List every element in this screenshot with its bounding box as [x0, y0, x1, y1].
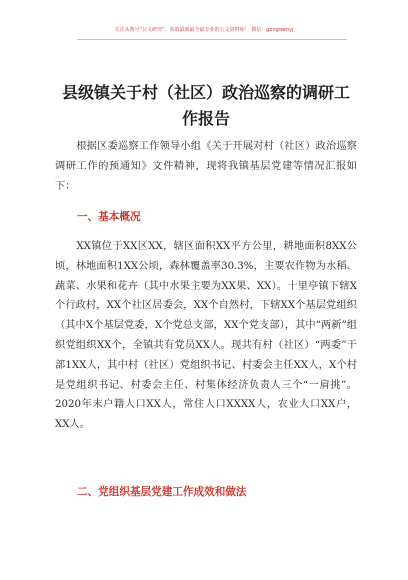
section-heading-2: 二、党组织基层党建工作成效和做法 [77, 486, 247, 498]
section-heading-1: 一、基本概况 [77, 211, 141, 223]
header-banner: 关注头条号“公文研究”，获取最新最全最专业的公文资料库！ 微信：gongwenyj [114, 27, 294, 33]
intro-paragraph: 根据区委巡察工作领导小组《关于开展对村（社区）政治巡察调研工作的预通知》文件精神，现将我镇基层党建等情况汇报如下： [55, 141, 357, 192]
document-title: 县级镇关于村（社区）政治巡察的调研工作报告 [61, 83, 350, 128]
header-divider [77, 39, 347, 40]
section-1-paragraph: XX镇位于XX区XX，辖区面积XX平方公里，耕地面积8XX公顷，林地面积1XX公顷，森林覆盖率30.3%，主要农作物为水稻、蔬菜、水果和花卉（其中水果主要为XX果、XX）。十里亭镇下辖X个行政村，XX个社区居委会，XX个自然村，下辖XX个基层党组织（其中X个基层党委，X个党总支部，XX个党支部），其中“两新”组织党组织XX个，全镇共有党员XX人。现共有村（社区）“两委”干部1XX人，其中村（社区）党组织书记、村委会主任XX人，X个村是党组织书记、村委会主任、村集体经济负责人三个“一肩挑”。2020年末户籍人口XX人，常住人口XXXX人，农业人口XX户，XX人。 [55, 241, 357, 431]
